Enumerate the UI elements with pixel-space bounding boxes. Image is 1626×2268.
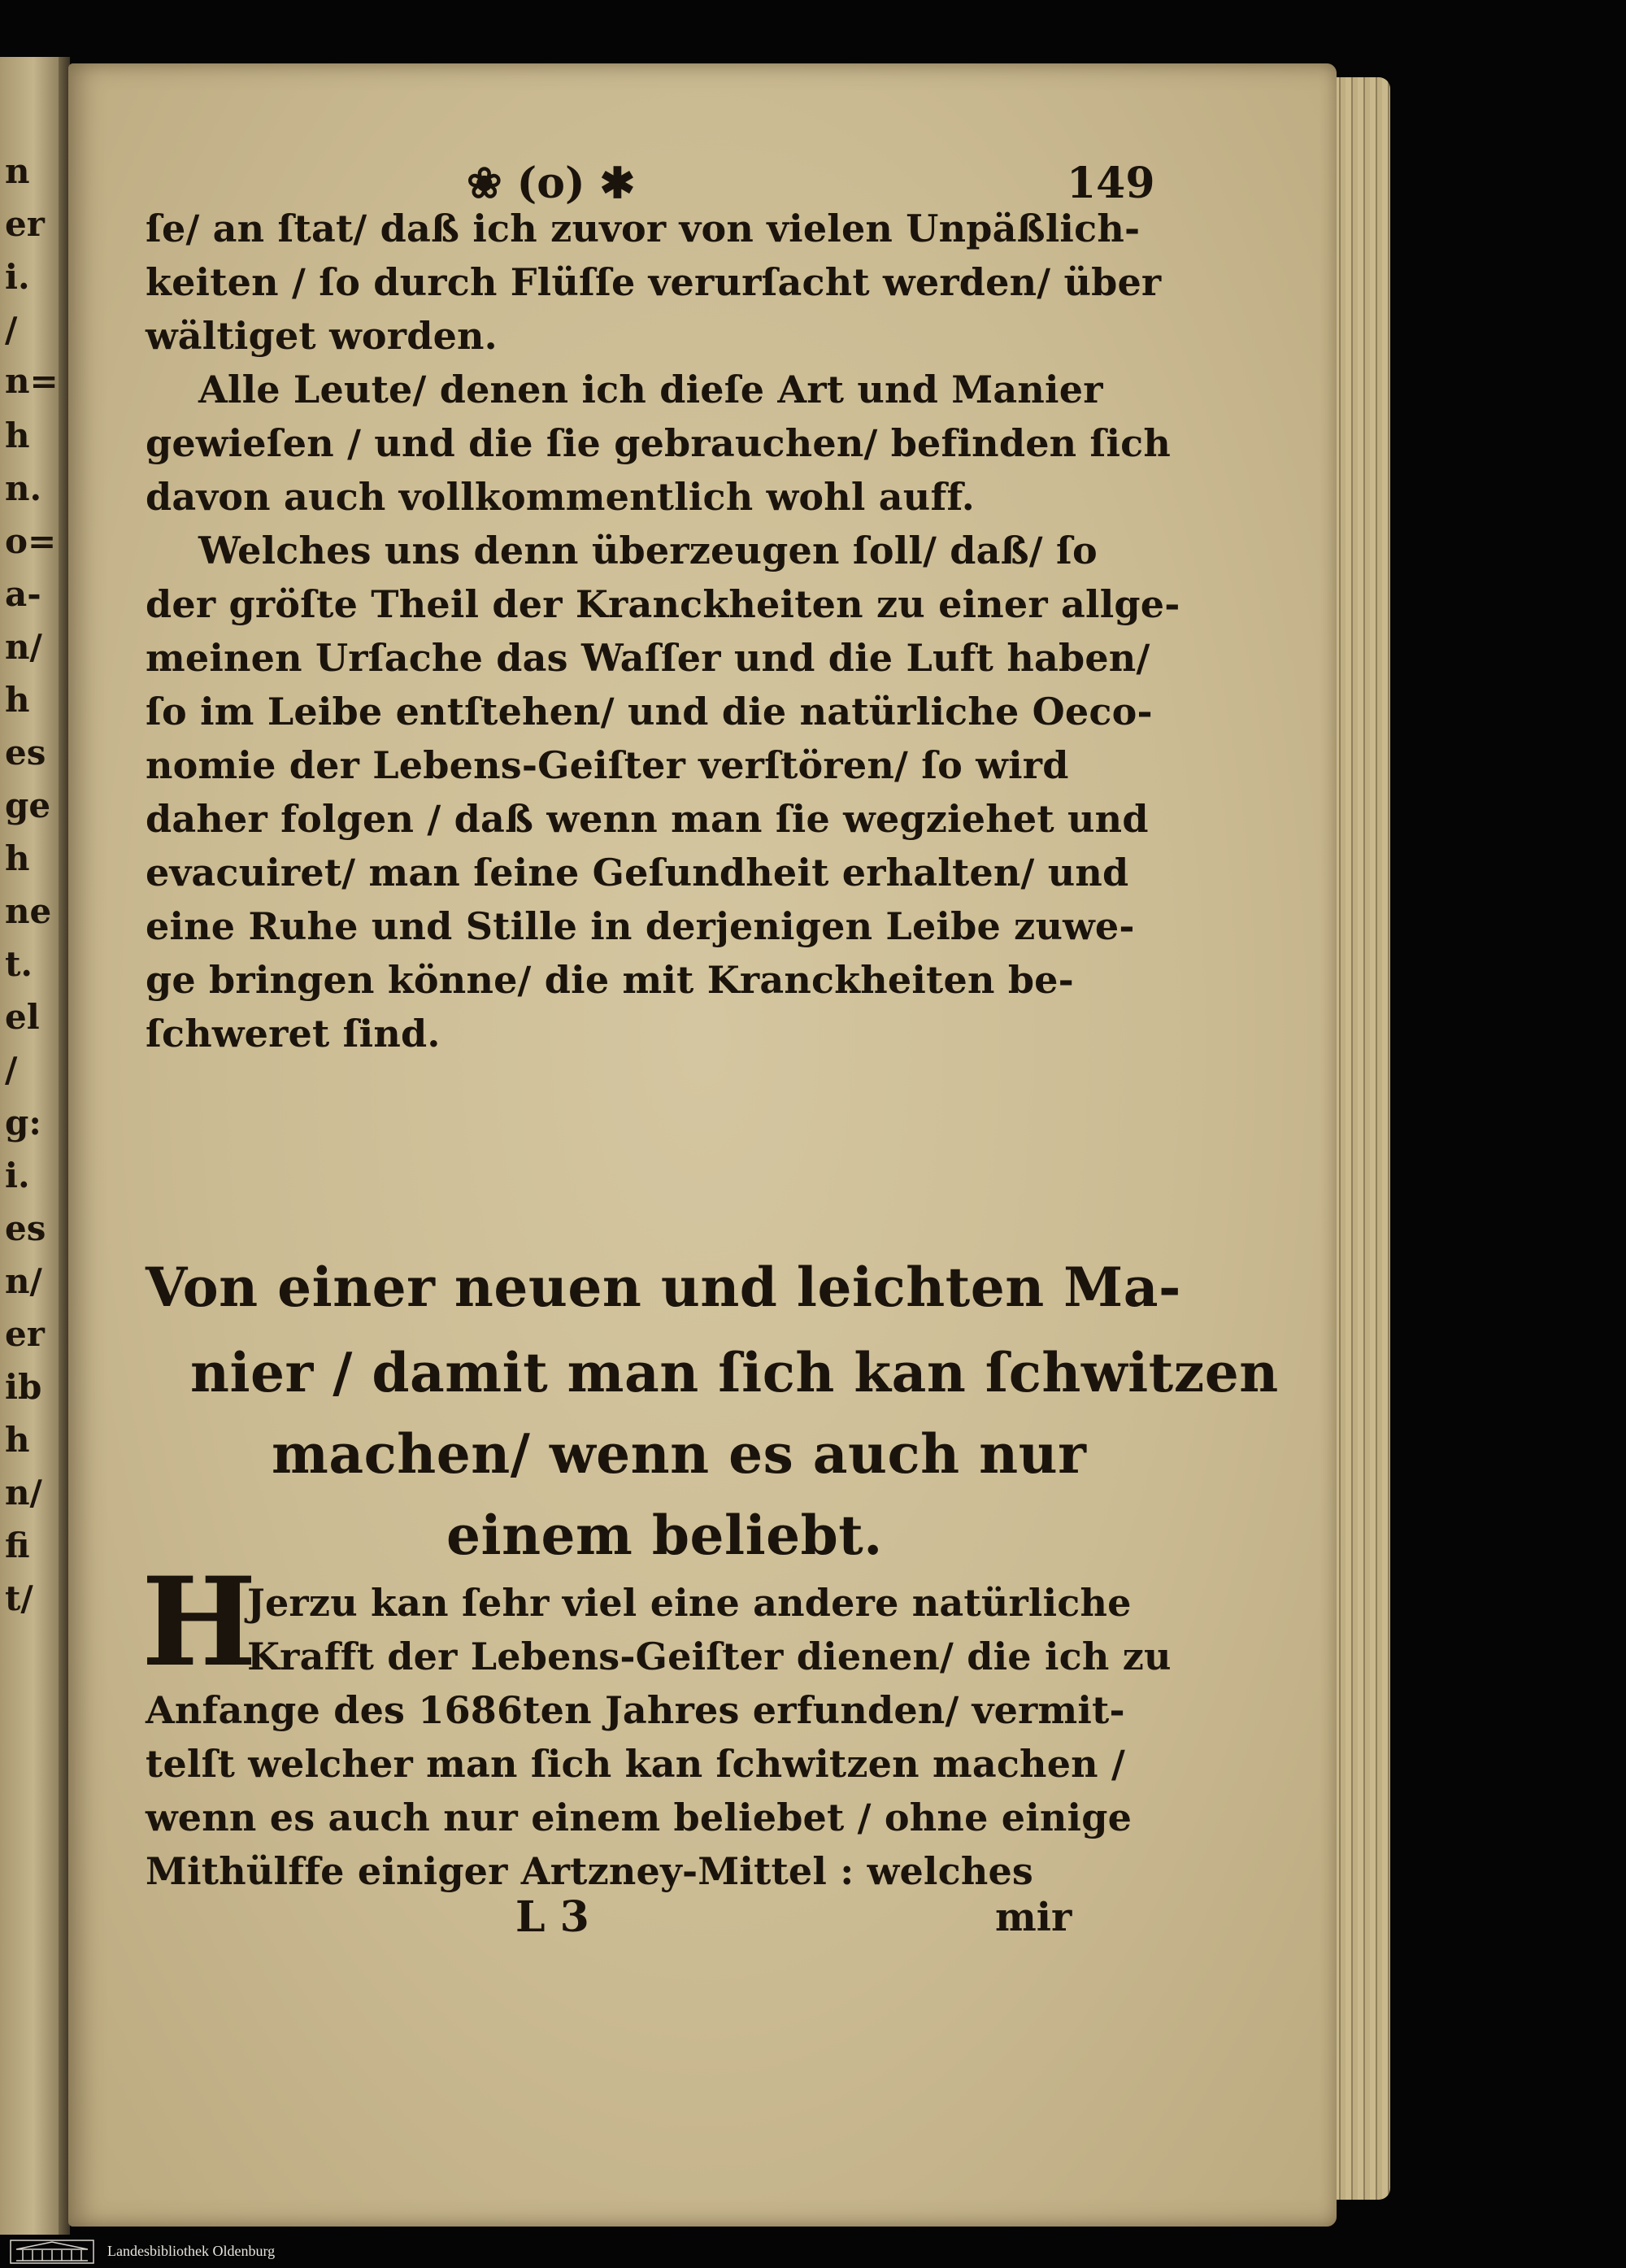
text-line: davon auch vollkommentlich wohl auff. — [146, 475, 976, 519]
section-title-line: nier / damit man ſich kan ſchwitzen — [190, 1341, 1279, 1404]
left-fragment: fi — [5, 1526, 30, 1565]
left-fragment: h — [5, 416, 30, 455]
library-building-icon — [10, 2240, 94, 2264]
text-line: telſt welcher man ſich kan ſchwitzen machen / — [146, 1742, 1126, 1786]
library-name: Landesbibliothek Oldenburg — [107, 2243, 276, 2259]
left-fragment: el — [5, 997, 40, 1037]
left-fragment: i. — [5, 257, 30, 297]
left-fragment: es — [5, 1208, 46, 1248]
text-line: Krafft der Lebens-Geiſter dienen/ die ich zu — [247, 1635, 1172, 1678]
left-fragment: / — [5, 1050, 18, 1090]
left-fragment: i. — [5, 1156, 30, 1195]
left-fragment: t. — [5, 944, 33, 984]
catchword: mir — [995, 1895, 1072, 1940]
drop-cap-initial: H — [141, 1551, 257, 1694]
header-ornament: ❀ (o) ✱ — [467, 159, 636, 208]
left-fragment: g: — [5, 1103, 41, 1143]
left-fragment: / — [5, 310, 18, 350]
text-line: Jerzu kan ſehr viel eine andere natürliche — [247, 1581, 1132, 1625]
section-title-line: Von einer neuen und leichten Ma- — [146, 1256, 1181, 1319]
text-line: eine Ruhe und Stille in derjenigen Leibe zuwe- — [146, 904, 1135, 948]
text-line: Alle Leute/ denen ich dieſe Art und Manier — [198, 368, 1103, 411]
left-fragment: t/ — [5, 1578, 33, 1618]
left-fragment: ge — [5, 786, 51, 825]
left-fragment: ne — [5, 891, 52, 931]
text-line: Anfange des 1686ten Jahres erfunden/ vermit- — [146, 1688, 1125, 1732]
left-fragment: h — [5, 680, 30, 720]
text-line: gewieſen / und die ſie gebrauchen/ befinden ſich — [146, 421, 1172, 465]
section-title-line: machen/ wenn es auch nur — [272, 1422, 1087, 1486]
text-line: ſe/ an ſtat/ daß ich zuvor von vielen Unpäßlich- — [146, 207, 1141, 250]
signature-mark: L 3 — [515, 1892, 589, 1942]
text-line: ſchweret ſind. — [146, 1012, 441, 1056]
text-line: Mithülffe einiger Artzney-Mittel : welches — [146, 1849, 1034, 1893]
book-page — [68, 63, 1337, 2227]
left-fragment: h — [5, 1420, 30, 1460]
left-fragment: n= — [5, 361, 59, 401]
page-number: 149 — [1067, 159, 1155, 208]
left-fragment: er — [5, 1314, 45, 1354]
library-banner — [0, 2235, 1626, 2268]
left-fragment: es — [5, 733, 46, 773]
text-line: wältiget worden. — [146, 314, 498, 358]
text-line: Welches uns denn überzeugen ſoll/ daß/ ſo — [198, 529, 1098, 572]
text-line: ſo im Leibe entſtehen/ und die natürliche Oeco- — [146, 690, 1153, 734]
text-line: nomie der Lebens-Geiſter verſtören/ ſo wird — [146, 743, 1069, 787]
left-fragment: er — [5, 204, 45, 244]
left-fragment: h — [5, 838, 30, 878]
text-line: evacuiret/ man ſeine Geſundheit erhalten/ und — [146, 851, 1129, 895]
text-line: keiten / ſo durch Flüſſe verurſacht werden/ über — [146, 260, 1162, 304]
text-line: meinen Urſache das Waſſer und die Luft haben/ — [146, 636, 1150, 680]
text-line: daher folgen / daß wenn man ſie wegziehet und — [146, 797, 1149, 841]
left-fragment: n — [5, 151, 30, 191]
text-line: wenn es auch nur einem beliebet / ohne einige — [146, 1796, 1133, 1839]
left-fragment: n/ — [5, 627, 42, 667]
text-line: der gröſte Theil der Kranckheiten zu einer allge- — [146, 582, 1180, 626]
left-fragment: n/ — [5, 1261, 42, 1301]
text-line: ge bringen könne/ die mit Kranckheiten be- — [146, 958, 1074, 1002]
section-title-line: einem beliebt. — [446, 1504, 883, 1567]
left-fragment: a- — [5, 574, 41, 614]
left-fragment: n. — [5, 468, 42, 508]
left-fragment: ib — [5, 1367, 42, 1407]
left-fragment: n/ — [5, 1473, 42, 1513]
previous-page-edge — [0, 57, 61, 2244]
left-fragment: o= — [5, 521, 57, 561]
